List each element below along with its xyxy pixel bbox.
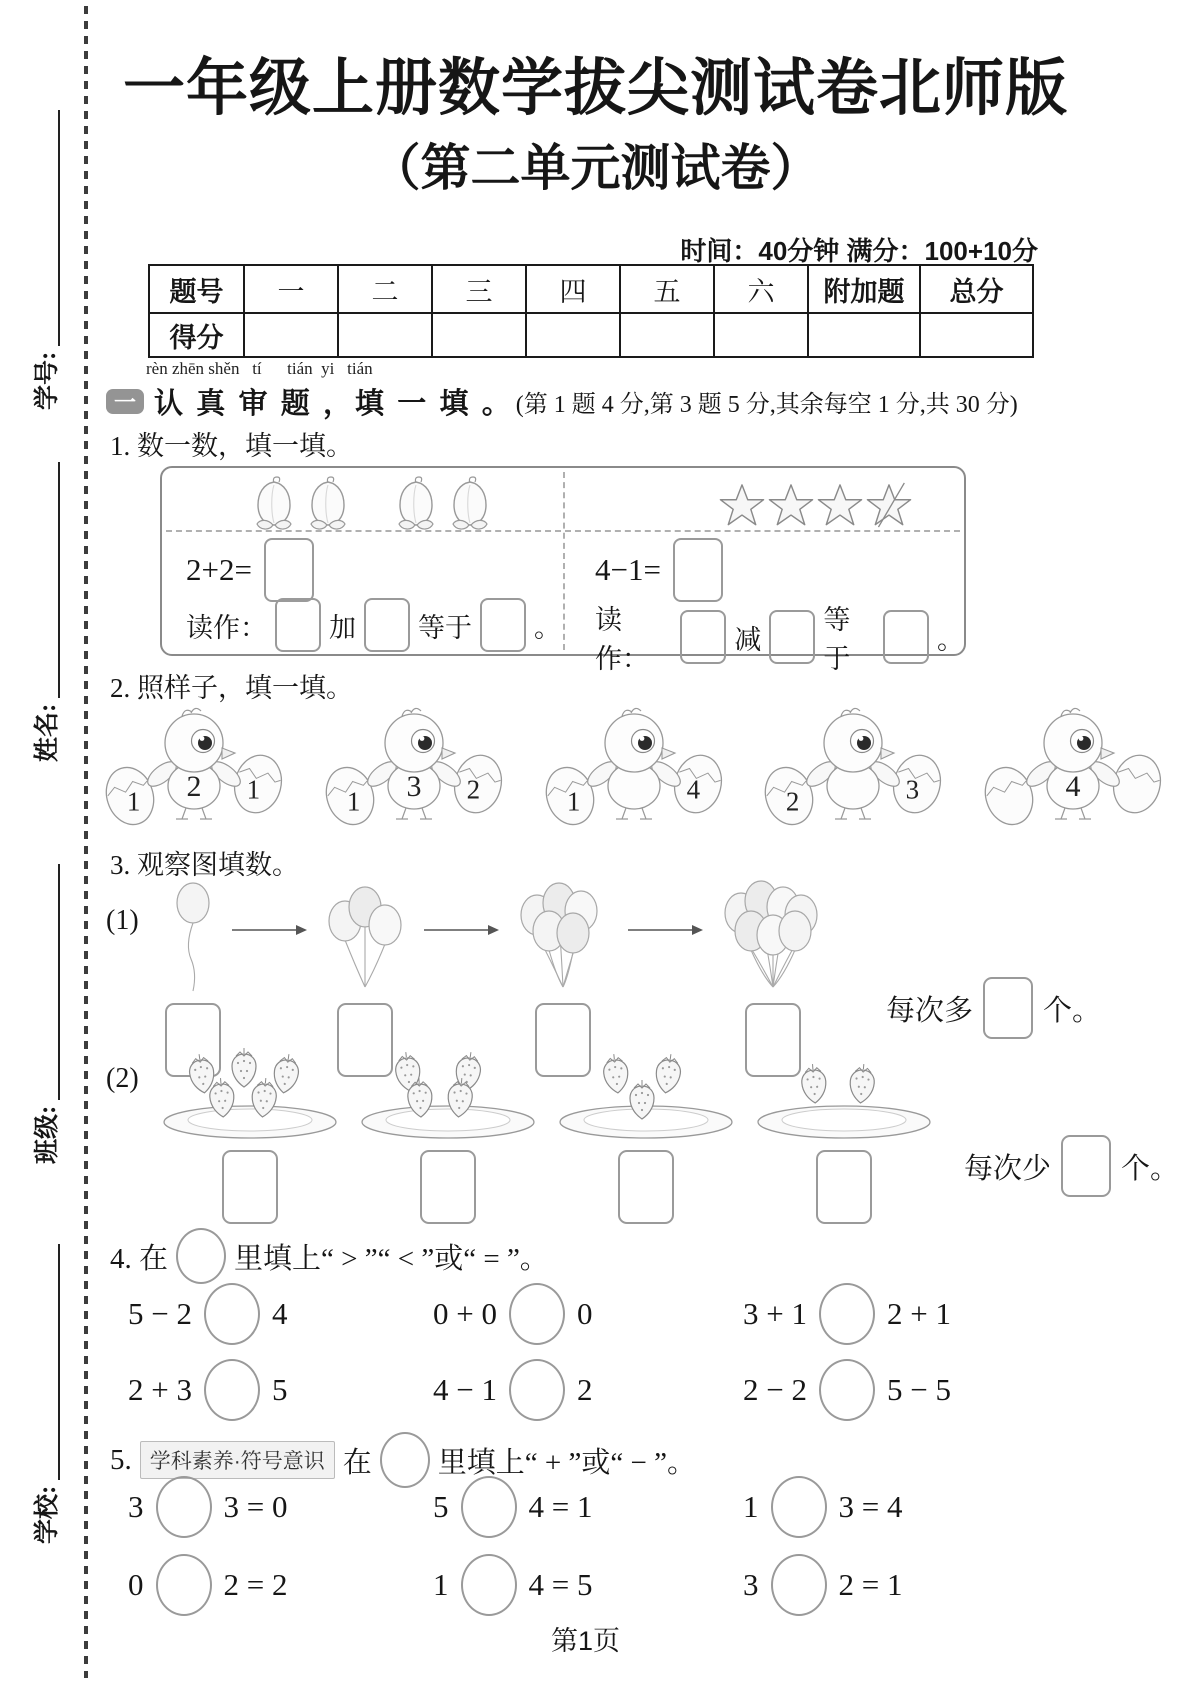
q3-p2-group-1 (158, 1035, 342, 1224)
answer-circle (204, 1283, 260, 1345)
q3-p2-note-prefix: 每次少 (964, 1152, 1052, 1185)
student-id-blank-line (34, 110, 60, 346)
answer-box (1061, 1135, 1111, 1197)
score-table-header-4: 四 (526, 265, 620, 313)
q5-item-2 (433, 1478, 743, 1536)
q3-arrow (626, 923, 704, 942)
score-table-header-6: 六 (714, 265, 808, 313)
strawberry-plate-icon (752, 1035, 936, 1140)
score-cell-6 (808, 313, 920, 357)
q5-label-suffix: 里填上“ + ”或“ − ”。 (437, 1446, 696, 1479)
answer-circle (156, 1554, 212, 1616)
q4-item-2 (433, 1285, 743, 1343)
strawberry-plate-icon (356, 1035, 540, 1140)
student-name-blank-line (34, 462, 60, 698)
answer-circle (771, 1554, 827, 1616)
section-number-badge: 一 (106, 389, 144, 414)
section-one-head (106, 381, 1018, 422)
balloons-icon (158, 875, 228, 993)
q1-left-word-plus: 加 (329, 612, 356, 643)
q5-label-prefix: 在 (342, 1446, 372, 1479)
score-cell-5 (714, 313, 808, 357)
svg-text:1: 1 (246, 774, 261, 805)
q1-vertical-divider (563, 472, 565, 650)
q2-bird-group-3 (538, 700, 728, 835)
q3-p2-group-2 (356, 1035, 540, 1224)
balloons-icon (502, 875, 624, 993)
bird-eggs-icon (98, 700, 288, 830)
expression-left: 1 (433, 1567, 449, 1602)
expression-right: 5 (271, 1372, 288, 1407)
q3-p1-note-prefix: 每次多 (886, 994, 974, 1027)
q4-item-6 (743, 1361, 1108, 1419)
bird-eggs-icon (318, 700, 508, 830)
star-group (719, 482, 912, 528)
q3-p1-note-suffix: 个。 (1043, 994, 1102, 1027)
q5-item-6 (743, 1556, 1108, 1614)
q1-left-read-box-1 (275, 598, 321, 652)
section-score-note: (第 1 题 4 分,第 3 题 5 分,其余每空 1 分,共 30 分) (515, 392, 1018, 418)
student-id-field (24, 110, 60, 410)
student-name-label: 姓名: (34, 703, 61, 762)
q1-left-read-label: 读作： (186, 612, 267, 643)
star-icon (817, 482, 863, 528)
q5-grid (128, 1478, 1108, 1614)
q2-label: 2. 照样子，填一填。 (110, 673, 353, 703)
q1-right-word-minus: 减 (734, 624, 762, 655)
answer-box (983, 977, 1033, 1039)
expression-left: 3 (743, 1567, 759, 1602)
page-subtitle: （第二单元测试卷） (370, 140, 821, 196)
answer-box (816, 1150, 872, 1224)
score-table-header-2: 二 (338, 265, 432, 313)
q4-label-suffix: 里填上“ > ”“ < ”或“ = ”。 (234, 1242, 549, 1275)
q5-item-3 (743, 1478, 1108, 1536)
q1-left-read-box-2 (364, 598, 410, 652)
q1-right-read-box-1 (680, 610, 726, 664)
q5-item-1 (128, 1478, 433, 1536)
expression-right: 4 = 5 (528, 1567, 593, 1602)
right-arrow-icon (626, 923, 704, 937)
answer-circle (771, 1476, 827, 1538)
expression-left: 2 + 3 (128, 1372, 192, 1407)
q5-item-5 (433, 1556, 743, 1614)
balloons-icon (706, 875, 840, 993)
expression-right: 4 = 1 (528, 1489, 593, 1524)
q1-left-period: 。 (534, 612, 561, 643)
student-name-field (24, 462, 60, 762)
peach-icon (250, 476, 298, 532)
q4-head (110, 1228, 549, 1284)
svg-text:3: 3 (406, 770, 422, 803)
q1-right-word-equals: 等于 (823, 605, 851, 674)
answer-circle (156, 1476, 212, 1538)
q2-bird-group-2 (318, 700, 508, 835)
svg-text:2: 2 (786, 786, 800, 817)
q1-label: 1. 数一数，填一填。 (110, 431, 353, 461)
right-arrow-icon (422, 923, 500, 937)
q3-arrow (230, 923, 308, 942)
score-table-row-label: 得分 (149, 313, 244, 357)
expression-right: 4 (271, 1296, 288, 1331)
score-table-header-0: 题号 (149, 265, 244, 313)
q3-p2-group-3 (554, 1035, 738, 1224)
expression-left: 3 (128, 1489, 144, 1524)
q1-left-word-equals: 等于 (418, 612, 472, 643)
answer-circle (819, 1359, 875, 1421)
score-table-header-7: 附加题 (808, 265, 920, 313)
q2-bird-group-5 (977, 700, 1167, 835)
expression-left: 0 (128, 1567, 144, 1602)
q3-p1-note (886, 977, 1101, 1039)
q1-left-equation: 2+2= (186, 552, 252, 587)
q3-p1-label: (1) (106, 905, 139, 936)
star-icon (768, 482, 814, 528)
peach-group (250, 476, 494, 532)
expression-left: 0 + 0 (433, 1296, 497, 1331)
q1-right-equation-row (595, 538, 723, 602)
q1-right-read-box-2 (769, 610, 815, 664)
q3-label: 3. 观察图填数。 (110, 850, 299, 880)
right-arrow-icon (230, 923, 308, 937)
answer-circle (204, 1359, 260, 1421)
score-cell-0 (244, 313, 338, 357)
balloons-icon (310, 875, 420, 993)
expression-left: 4 − 1 (433, 1372, 497, 1407)
expression-right: 2 (576, 1372, 593, 1407)
page-title: 一年级上册数学拔尖测试卷北师版 (122, 54, 1068, 123)
svg-text:4: 4 (686, 774, 700, 805)
left-dashed-divider (84, 6, 88, 1678)
q1-right-reading-row (595, 598, 964, 676)
answer-box (420, 1150, 476, 1224)
q1-right-read-label: 读作： (595, 605, 649, 674)
expression-right: 2 = 2 (223, 1567, 288, 1602)
score-cell-2 (432, 313, 526, 357)
score-cell-1 (338, 313, 432, 357)
time-and-score-info: 时间：40分钟 满分：100+10分 (680, 236, 1038, 266)
q4-item-4 (128, 1361, 433, 1419)
q3-p2-label: (2) (106, 1063, 139, 1094)
score-table-header-1: 一 (244, 265, 338, 313)
q3-p2-group-4 (752, 1035, 936, 1224)
q2-bird-row (98, 700, 1167, 835)
q1-right-read-box-3 (883, 610, 929, 664)
q5-competency-tag: 学科素养·符号意识 (140, 1441, 335, 1479)
q1-left-answer-box (264, 538, 314, 602)
section-heading: 认 真 审 题 ，填 一 填 。 (154, 388, 514, 420)
q3-part2 (106, 1035, 1179, 1224)
svg-text:2: 2 (186, 770, 202, 803)
q3-p2-note (964, 1135, 1179, 1197)
peach-icon (446, 476, 494, 532)
expression-left: 2 − 2 (743, 1372, 807, 1407)
score-cell-3 (526, 313, 620, 357)
class-blank-line (34, 864, 60, 1100)
q1-right-equation: 4−1= (595, 552, 661, 587)
q1-left-equation-row (186, 538, 314, 602)
q2-bird-group-1 (98, 700, 288, 835)
class-field (24, 864, 60, 1164)
q5-item-4 (128, 1556, 433, 1614)
q3-arrow (422, 923, 500, 942)
expression-left: 1 (743, 1489, 759, 1524)
svg-text:2: 2 (466, 774, 480, 805)
strawberry-plate-icon (158, 1035, 342, 1140)
svg-text:1: 1 (126, 786, 141, 817)
q4-item-5 (433, 1361, 743, 1419)
expression-right: 3 = 0 (223, 1489, 288, 1524)
q3-p2-note-suffix: 个。 (1121, 1152, 1180, 1185)
student-id-label: 学号: (34, 351, 61, 410)
star-icon (719, 482, 765, 528)
q2-bird-group-4 (757, 700, 947, 835)
expression-right: 2 = 1 (838, 1567, 903, 1602)
answer-circle (819, 1283, 875, 1345)
score-cell-7 (920, 313, 1033, 357)
expression-left: 5 − 2 (128, 1296, 192, 1331)
q4-example-circle (176, 1228, 226, 1284)
q1-right-answer-box (673, 538, 723, 602)
expression-right: 5 − 5 (886, 1372, 951, 1407)
q4-label-prefix: 4. 在 (110, 1242, 169, 1275)
expression-right: 0 (576, 1296, 593, 1331)
answer-box (618, 1150, 674, 1224)
star-crossed-icon (866, 482, 912, 528)
svg-text:1: 1 (566, 786, 580, 817)
q4-grid (128, 1285, 1108, 1419)
answer-box (222, 1150, 278, 1224)
strawberry-plate-icon (554, 1035, 738, 1140)
q4-item-3 (743, 1285, 1108, 1343)
expression-left: 5 (433, 1489, 449, 1524)
answer-circle (509, 1359, 565, 1421)
expression-left: 3 + 1 (743, 1296, 807, 1331)
score-table-header-8: 总分 (920, 265, 1033, 313)
svg-text:1: 1 (346, 786, 361, 817)
answer-circle (461, 1476, 517, 1538)
school-label: 学校: (34, 1485, 61, 1544)
score-table-header-3: 三 (432, 265, 526, 313)
class-label: 班级: (34, 1105, 61, 1164)
score-table (148, 264, 1034, 358)
school-blank-line (34, 1244, 60, 1480)
q1-left-read-box-3 (480, 598, 526, 652)
q5-number: 5. (110, 1443, 132, 1476)
score-cell-4 (620, 313, 714, 357)
peach-icon (392, 476, 440, 532)
answer-circle (461, 1554, 517, 1616)
peach-icon (304, 476, 352, 532)
svg-text:3: 3 (905, 774, 920, 805)
section-pinyin: rèn zhēn shěn tí tián yi tián (146, 359, 373, 378)
score-table-header-5: 五 (620, 265, 714, 313)
expression-right: 3 = 4 (838, 1489, 903, 1524)
school-field (24, 1244, 60, 1544)
q4-item-1 (128, 1285, 433, 1343)
bird-eggs-icon (757, 700, 947, 830)
expression-right: 2 + 1 (886, 1296, 951, 1331)
answer-circle (509, 1283, 565, 1345)
page-number: 第1页 (550, 1626, 621, 1656)
q1-right-period: 。 (937, 624, 964, 655)
q1-left-reading-row (186, 598, 561, 652)
bird-eggs-icon (538, 700, 728, 830)
bird-eggs-icon (977, 700, 1167, 830)
svg-text:4: 4 (1065, 770, 1081, 803)
q1-box (160, 466, 966, 674)
